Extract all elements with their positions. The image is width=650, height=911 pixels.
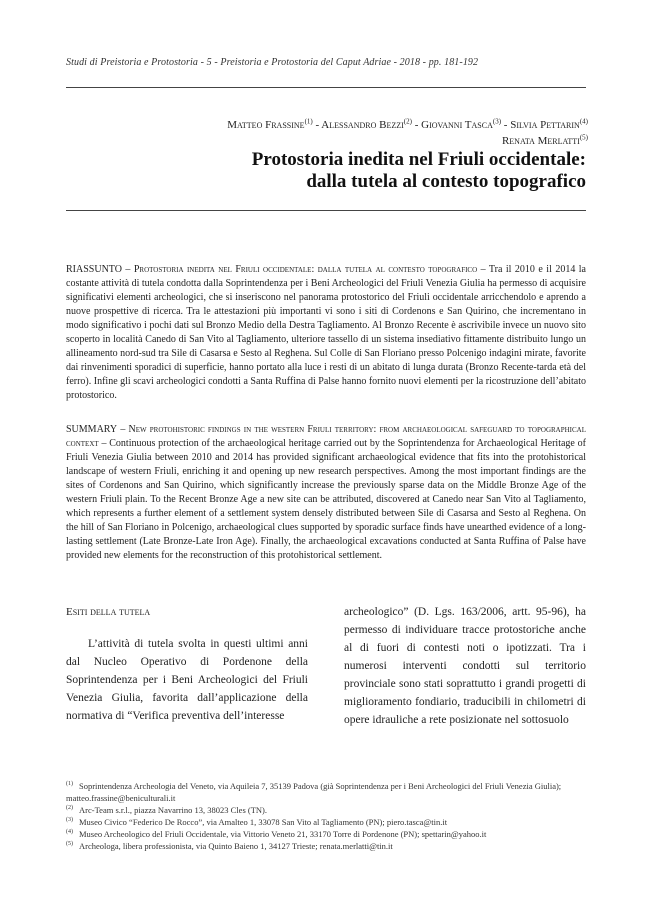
footnote <box>66 816 586 828</box>
author-note: (2) <box>403 117 412 126</box>
footnote <box>66 828 586 840</box>
author-name: Alessandro Bezzi <box>321 119 404 131</box>
section-heading: Esiti della tutela <box>66 606 151 618</box>
author-line-1 <box>80 117 588 133</box>
abstract-italian <box>66 263 586 403</box>
title-line-2: dalla tutela al contesto topografico <box>306 171 586 192</box>
header-rule <box>66 87 586 88</box>
author-note: (3) <box>492 117 502 126</box>
footnote-number: (5) <box>66 841 73 848</box>
author-separator: - <box>312 119 322 131</box>
author-note: (5) <box>579 133 588 142</box>
summary-text: – Continuous protection of the archaeological heritage carried out by the Soprintendenza for Archaeological Heritage of Friuli Venezia Giulia between 2010 and 2014 has provided significant archaeological evidence that fits into the protohistorical landscape of western Friuli, enriching it and opening up new research perspectives. Among the most important findings are the sites of Cordenons and San Quirino, which significantly increase the previously sparse data on the Middle Bronze Age of the western Friuli plain. To the Recent Bronze Age a new site can be attributed, discovered at Canedo near San Vito al Tagliamento, which represents a further element of a settlement system densely distributed between Sile di Casarsa and Sesto al Reghena. On the hill of San Floriano in Polcenigo, archaeological clues supported by sporadic surface finds have unearthed evidence of a long-lasting settlement (Late Bronze-Late Iron Age). Finally, the archaeological excavations conducted at Santa Ruffina of Palse have provided new elements for the reconstruction of this protohistorical settlement. <box>66 438 586 561</box>
footnote-text: Arc-Team s.r.l., piazza Navarrino 13, 38023 Cles (TN). <box>79 805 267 815</box>
footnote-number: (4) <box>66 829 73 836</box>
footnote-text: Soprintendenza Archeologia del Veneto, via Aquileia 7, 35139 Padova (già Soprintendenza per i Beni Archeologici del Friuli Venezia Giulia); matteo.frassine@beniculturali.it <box>66 781 562 803</box>
title-rule <box>66 210 586 211</box>
body-column-right <box>344 603 586 729</box>
author-name: Giovanni Tasca <box>421 119 493 131</box>
article-title <box>66 149 586 193</box>
author-line-2 <box>80 133 588 149</box>
footnote-text: Museo Civico “Federico De Rocco”, via Amalteo 1, 33078 San Vito al Tagliamento (PN); piero.tasca@tin.it <box>79 817 448 827</box>
abstract-english <box>66 423 586 563</box>
title-line-1: Protostoria inedita nel Friuli occidentale: <box>251 149 586 170</box>
footnote <box>66 780 586 804</box>
body-paragraph: archeologico” (D. Lgs. 163/2006, artt. 95-96), ha permesso di individuare tracce protostoriche anche al di fuori di contesti noti o ipotizzati. Tra i numerosi interventi condotti sul territorio provinciale sono stati soprattutto i grandi progetti di miglioramento fondiario, traducibili in chilometri di opere idrauliche a rete posizionate nel sottosuolo <box>344 606 586 726</box>
author-note: (1) <box>304 117 313 126</box>
author-separator: - <box>501 119 511 131</box>
abstract-heading: – Protostoria inedita nel Friuli occidentale: dalla tutela al contesto topografico <box>121 264 478 275</box>
running-head: Studi di Preistoria e Protostoria - 5 - Preistoria e Protostoria del Caput Adriae - 2018 - pp. 181-192 <box>66 57 479 68</box>
summary-heading: – New protohistoric findings in the western Friuli territory: from archaeological safeguard to topographical context <box>66 424 586 449</box>
footnote-number: (1) <box>66 781 73 788</box>
abstract-label: RIASSUNTO <box>66 264 122 275</box>
footnote-text: Archeologa, libera professionista, via Quinto Baieno 1, 34127 Trieste; renata.merlatti@tin.it <box>79 841 393 851</box>
footnote-number: (2) <box>66 805 73 812</box>
author-name: Silvia Pettarin <box>510 119 580 131</box>
footnote <box>66 804 586 816</box>
author-name: Renata Merlatti <box>501 135 580 147</box>
footnotes <box>66 780 586 852</box>
summary-label: SUMMARY <box>66 424 118 435</box>
author-note: (4) <box>579 117 588 126</box>
footnote-text: Museo Archeologico del Friuli Occidentale, via Vittorio Veneto 21, 33170 Torre di Pordenone (PN); spettarin@yahoo.it <box>79 829 487 839</box>
body-paragraph: L’attività di tutela svolta in questi ultimi anni dal Nucleo Operativo di Pordenone della Soprintendenza per i Beni Archeologici del Friuli Venezia Giulia, favorita dall’applicazione della normativa di “Verifica preventiva dell’interesse <box>66 638 308 722</box>
abstract-text: – Tra il 2010 e il 2014 la costante attività di tutela condotta dalla Soprintendenza per i Beni Archeologici del Friuli Venezia Giulia ha permesso di acquisire significativi elementi archeologici, che si inseriscono nel panorama protostorico del Friuli occidentale arricchendolo e aprendo a nuove prospettive di ricerca. Tra le attestazioni più importanti vi sono i siti di Cordenons e San Quirino, che incrementano in modo significativo i pochi dati sul Bronzo Medio della Destra Tagliamento. Al Bronzo Recente è ascrivibile invece un nuovo sito scoperto in località Canedo di San Vito al Tagliamento, ulteriore tassello di un sistema insediativo fittamente distribuito lungo un allineamento nord-sud tra Sile di Casarsa e Sesto al Reghena. Sul Colle di San Floriano presso Polcenigo indagini mirate, favorite dai rinvenimenti sporadici di superficie, hanno portato alla luce i resti di un abitato di lunga durata (Bronzo Recente-tarda età del ferro). Infine gli scavi archeologici condotti a Santa Ruffina di Palse hanno fornito nuovi elementi per la ricostruzione dell’abitato protostorico. <box>66 264 586 401</box>
body-column-left <box>66 603 308 725</box>
footnote-number: (3) <box>66 817 73 824</box>
author-separator: - <box>411 119 422 131</box>
author-name: Matteo Frassine <box>227 119 305 131</box>
author-list <box>80 117 588 149</box>
footnote <box>66 840 586 852</box>
